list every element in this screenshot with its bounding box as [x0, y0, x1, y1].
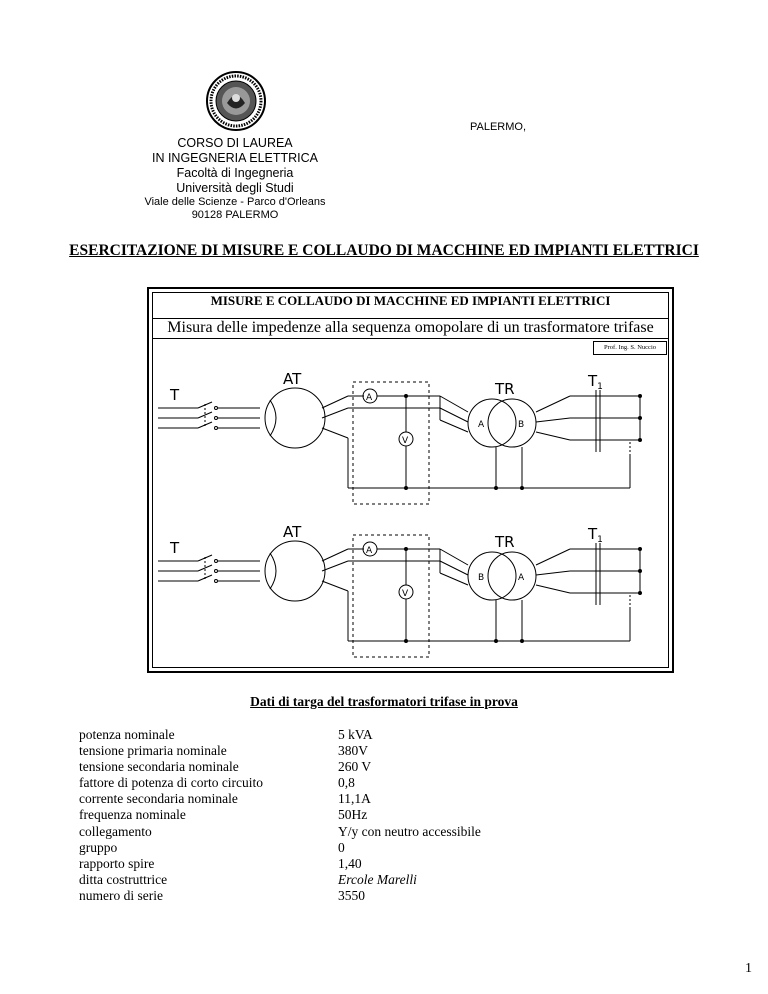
spec-label: fattore di potenza di corto circuito	[79, 775, 264, 791]
spec-label: frequenza nominale	[79, 807, 186, 823]
specs-table	[79, 727, 481, 904]
transformer-label: TR	[495, 380, 515, 398]
university-seal-icon	[205, 70, 267, 132]
ammeter-label: A	[366, 546, 373, 556]
spec-label: corrente secondaria nominale	[79, 791, 238, 807]
spec-value: Y/y con neutro accessibile	[338, 823, 481, 839]
spec-label: gruppo	[79, 839, 118, 855]
voltmeter-label: V	[402, 589, 409, 599]
specs-title: Dati di targa del trasformatori trifase in prova	[250, 694, 518, 709]
spec-label: numero di serie	[79, 887, 163, 903]
spec-value: 0	[338, 839, 345, 855]
spec-value: 5 kVA	[338, 727, 373, 742]
autotransformer-label: AT	[283, 370, 302, 388]
spec-row	[79, 791, 481, 807]
spec-value: 380V	[338, 743, 368, 759]
spec-row	[79, 743, 481, 759]
switch-label: T	[170, 386, 180, 404]
spec-value: Ercole Marelli	[338, 871, 417, 887]
spec-label: tensione secondaria nominale	[79, 759, 239, 775]
spec-label: tensione primaria nominale	[79, 743, 227, 759]
spec-value: 0,8	[338, 775, 355, 791]
spec-row	[79, 856, 481, 872]
spec-row	[79, 888, 481, 904]
institution-block	[95, 136, 375, 222]
institution-line: CORSO DI LAUREA	[177, 136, 293, 150]
spec-label: potenza nominale	[79, 727, 175, 742]
figure-heading: MISURE E COLLAUDO DI MACCHINE ED IMPIANTI ELETTRICI	[210, 293, 611, 308]
spec-row	[79, 759, 481, 775]
address-line: 90128 PALERMO	[191, 209, 279, 221]
author-label: Prof. Ing. S. Nuccio	[593, 341, 667, 355]
spec-value: 1,40	[338, 855, 362, 871]
winding-a-label: A	[478, 420, 485, 430]
spec-row	[79, 872, 481, 888]
autotransformer-label: AT	[283, 523, 302, 541]
spec-row	[79, 824, 481, 840]
switch-label: T	[170, 539, 180, 557]
figure-subtitle: Misura delle impedenze alla sequenza omopolare di un trasformatore trifase	[167, 319, 654, 336]
place-label: PALERMO,	[470, 121, 527, 133]
spec-row	[79, 840, 481, 856]
spec-row	[79, 775, 481, 791]
address-line: Viale delle Scienze - Parco d'Orleans	[144, 196, 326, 208]
t1-label: $T_1$	[588, 372, 603, 392]
spec-label: ditta costruttrice	[79, 871, 168, 887]
spec-value: 50Hz	[338, 807, 368, 823]
document-title: ESERCITAZIONE DI MISURE E COLLAUDO DI MACCHINE ED IMPIANTI ELETTRICI	[69, 242, 699, 259]
page-number: 1	[745, 961, 752, 976]
spec-value: 260 V	[338, 759, 372, 775]
ammeter-label: A	[366, 393, 373, 403]
spec-label: collegamento	[79, 823, 152, 839]
spec-row	[79, 807, 481, 823]
voltmeter-label: V	[402, 436, 409, 446]
winding-b-label: B	[478, 573, 485, 583]
t1-label: $T_1$	[588, 525, 603, 545]
spec-row	[79, 727, 481, 743]
transformer-label: TR	[495, 533, 515, 551]
spec-value: 11,1A	[338, 791, 371, 807]
institution-line: IN INGEGNERIA ELETTRICA	[151, 151, 318, 165]
winding-b-label: B	[518, 420, 525, 430]
winding-a-label: A	[518, 573, 525, 583]
institution-line: Università degli Studi	[176, 181, 294, 195]
institution-line: Facoltà di Ingegneria	[176, 166, 294, 180]
spec-label: rapporto spire	[79, 855, 155, 871]
circuit-diagram	[150, 360, 670, 670]
spec-value: 3550	[338, 887, 365, 903]
